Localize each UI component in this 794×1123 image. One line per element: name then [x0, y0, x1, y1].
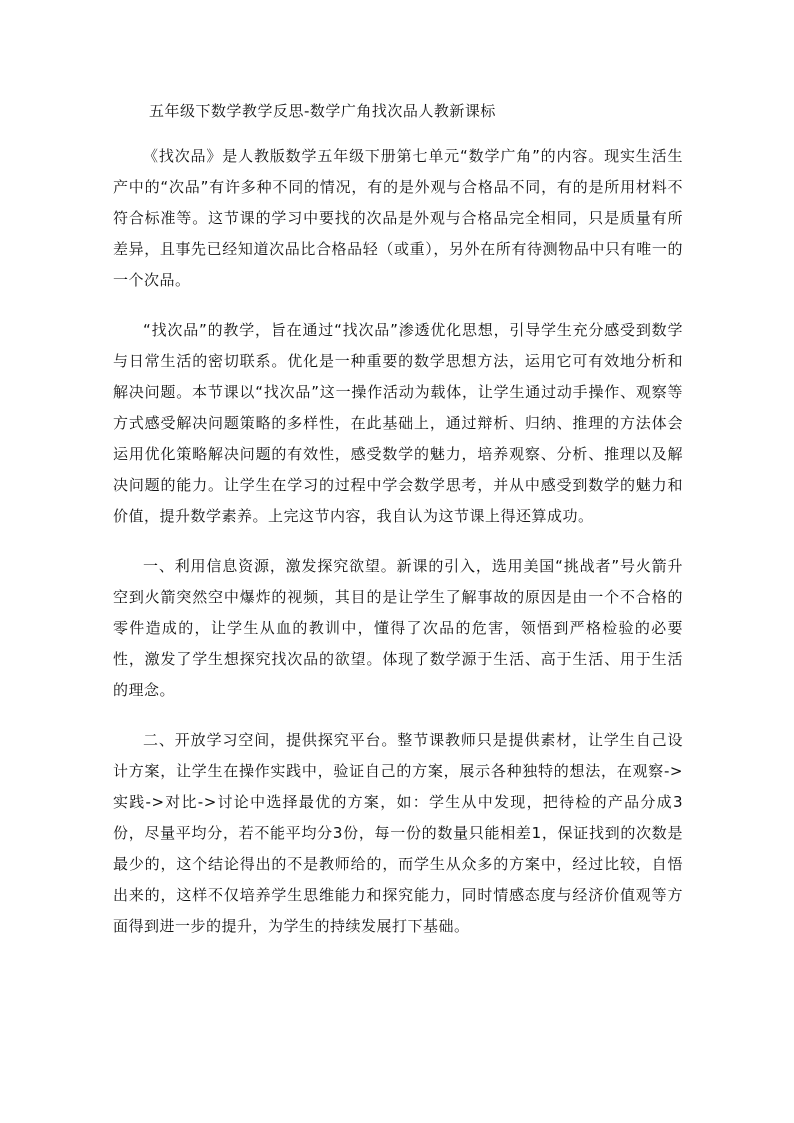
paragraph-point-one: 一、利用信息资源，激发探究欲望。新课的引入，选用美国“挑战者”号火箭升空到火箭突然空中爆炸的视频，其目的是让学生了解事故的原因是由一个不合格的零件造成的，让学生从血的教训中，懂得了次品的危害，领悟到严格检验的必要性，激发了学生想探究找次品的欲望。体现了数学源于生活、高于生活、用于生活的理念。 — [113, 557, 683, 699]
paragraph-teaching-goals: “找次品”的教学，旨在通过“找次品”渗透优化思想，引导学生充分感受到数学与日常生活的密切联系。优化是一种重要的数学思想方法，运用它可有效地分析和解决问题。本节课以“找次品”这一操作活动为载体，让学生通过动手操作、观察等方式感受解决问题策略的多样性，在此基础上，通过辩析、归纳、推理的方法体会运用优化策略解决问题的有效性，感受数学的魅力，培养观察、分析、推理以及解决问题的能力。让学生在学习的过程中学会数学思考，并从中感受到数学的魅力和价值，提升数学素养。上完这节内容，我自认为这节课上得还算成功。 — [113, 321, 683, 525]
paragraph-point-two: 二、开放学习空间，提供探究平台。整节课教师只是提供素材，让学生自己设计方案，让学生在操作实践中，验证自己的方案，展示各种独特的想法，在观察->实践->对比->讨论中选择最优的方案，如：学生从中发现，把待检的产品分成3份，尽量平均分，若不能平均分3份，每一份的数量只能相差1，保证找到的次数是最少的，这个结论得出的不是教师给的，而学生从众多的方案中，经过比较，自悟出来的，这样不仅培养学生思维能力和探究能力，同时情感态度与经济价值观等方面得到进一步的提升，为学生的持续发展打下基础。 — [113, 731, 683, 935]
paragraph-intro: 《找次品》是人教版数学五年级下册第七单元“数学广角”的内容。现实生活生产中的“次品”有许多种不同的情况，有的是外观与合格品不同，有的是所用材料不符合标准等。这节课的学习中要找的次品是外观与合格品完全相同，只是质量有所差异，且事先已经知道次品比合格品轻（或重），另外在所有待测物品中只有唯一的一个次品。 — [113, 147, 683, 289]
document-body — [113, 96, 683, 961]
document-title: 五年级下数学教学反思-数学广角找次品人教新课标 — [149, 102, 496, 120]
